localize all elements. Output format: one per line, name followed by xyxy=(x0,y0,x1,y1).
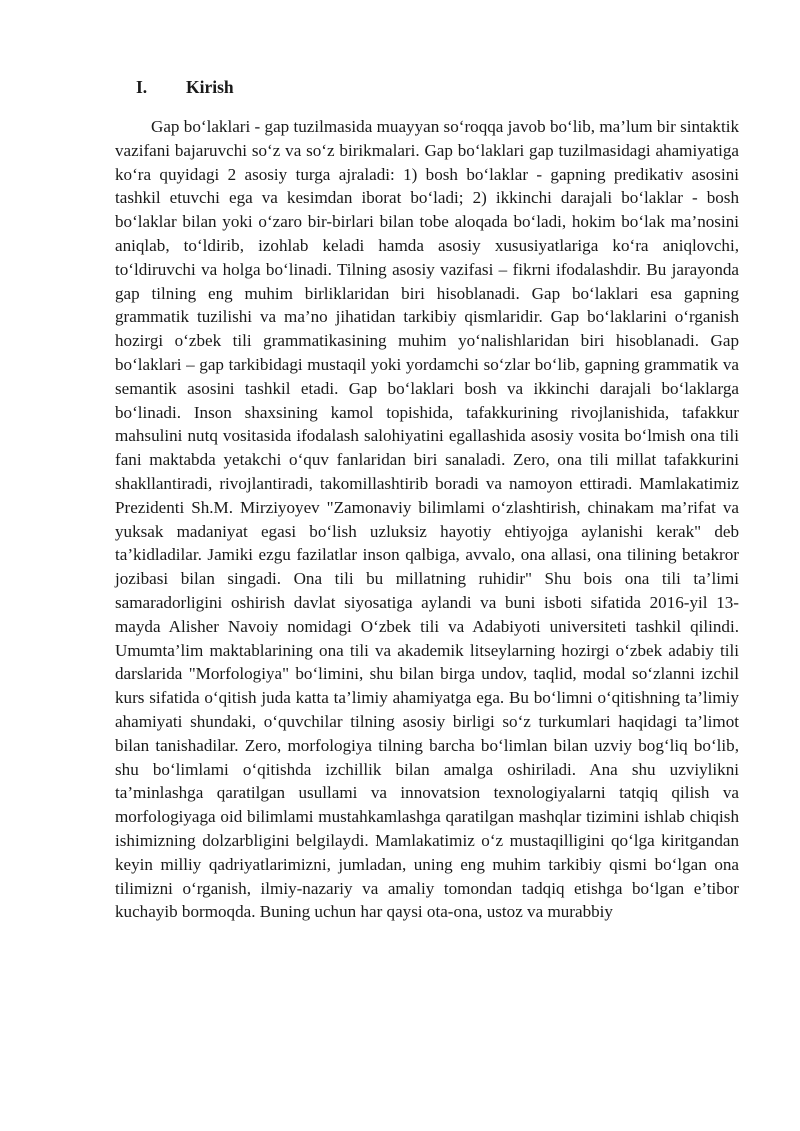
section-title: Kirish xyxy=(186,77,234,97)
body-paragraph: Gap bo‘laklari - gap tuzilmasida muayyan so‘roqqa javob bo‘lib, ma’lum bir sintaktik vazifani bajaruvchi so‘z va so‘z birikmalari. Gap bo‘laklari gap tuzilmasidagi ahamiyatiga ko‘ra quyidagi 2 asosiy turga ajraladi: 1) bosh bo‘laklar - gapning predikativ asosini tashkil etuvchi ega va kesimdan iborat bo‘ladi; 2) ikkinchi darajali bo‘laklar - bosh bo‘laklar bilan yoki o‘zaro bir-birlari bilan tobe aloqada bo‘ladi, hokim bo‘lak ma’nosini aniqlab, to‘ldirib, izohlab keladi hamda asosiy xususiyatlariga ko‘ra aniqlovchi, to‘ldiruvchi va holga bo‘linadi. Tilning asosiy vazifasi – fikrni ifodalashdir. Bu jarayonda gap tilning eng muhim birliklaridan biri hisoblanadi. Gap bo‘laklari esa gapning grammatik tuzilishi va ma’no jihatidan tarkibiy qismlaridir. Gap bo‘laklarini o‘rganish hozirgi o‘zbek tili grammatikasining muhim yo‘nalishlaridan biri hisoblanadi. Gap bo‘laklari – gap tarkibidagi mustaqil yoki yordamchi so‘zlar bo‘lib, gapning grammatik va semantik asosini tashkil etadi. Gap bo‘laklari bosh va ikkinchi darajali bo‘laklarga bo‘linadi. Inson shaxsining kamol topishida, tafakkurining rivojlanishida, tafakkur mahsulini nutq vositasida ifodalash salohiyatini egallashida asosiy vosita bo‘lmish ona tili fani maktabda yetakchi o‘quv fanlaridan biri sanaladi. Zero, ona tili millat tafakkurini shakllantiradi, rivojlantiradi, takomillashtirib boradi va namoyon ettiradi. Mamlakatimiz Prezidenti Sh.M. Mirziyoyev "Zamonaviy bilimlami o‘zlashtirish, chinakam ma’rifat va yuksak madaniyat egasi bo‘lish uzluksiz hayotiy ehtiyojga aylanishi kerak" deb ta’kidladilar. Jamiki ezgu fazilatlar inson qalbiga, avvalo, ona allasi, ona tilining betakror jozibasi bilan singadi. Ona tili bu millatning ruhidir" Shu bois ona tili ta’limi samaradorligini oshirish davlat siyosatiga aylandi va buni isboti sifatida 2016-yil 13-mayda Alisher Navoiy nomidagi O‘zbek tili va Adabiyoti universiteti tashkil qilindi. Umumta’lim maktablarining ona tili va akademik litseylarning hozirgi o‘zbek adabiy tili darslarida "Morfologiya" bo‘limini, shu bilan birga undov, taqlid, modal so‘zlanni izchil kurs sifatida o‘qitish juda katta ta’limiy ahamiyatga ega. Bu bo‘limni o‘qitishning ta’limiy ahamiyati shundaki, o‘quvchilar tilning asosiy birligi so‘z turkumlari haqidagi ta’limot bilan tanishadilar. Zero, morfologiya tilning barcha bo‘limlan bilan uzviy bog‘liq bo‘lib, shu bo‘limlami o‘qitishda izchillik bilan amalga oshiriladi. Ana shu uzviylikni ta’minlashga qaratilgan usullami va innovatsion texnologiyalarni tatqiq qilish va morfologiyaga oid bilimlami mustahkamlashga qaratilgan mashqlar tizimini ishlab chiqish ishimizning dolzarbligini belgilaydi. Mamlakatimiz o‘z mustaqilligini qo‘lga kiritgandan keyin milliy qadriyatlarimizni, jumladan, uning eng muhim tarkibiy qismi bo‘lgan ona tilimizni o‘rganish, ilmiy-nazariy va amaliy tomondan tadqiq etishga bo‘lgan e’tibor kuchayib bormoqda. Buning uchun har qaysi ota-ona, ustoz va murabbiy xyxy=(115,117,739,922)
section-heading xyxy=(136,76,234,98)
section-number: I. xyxy=(136,77,148,97)
